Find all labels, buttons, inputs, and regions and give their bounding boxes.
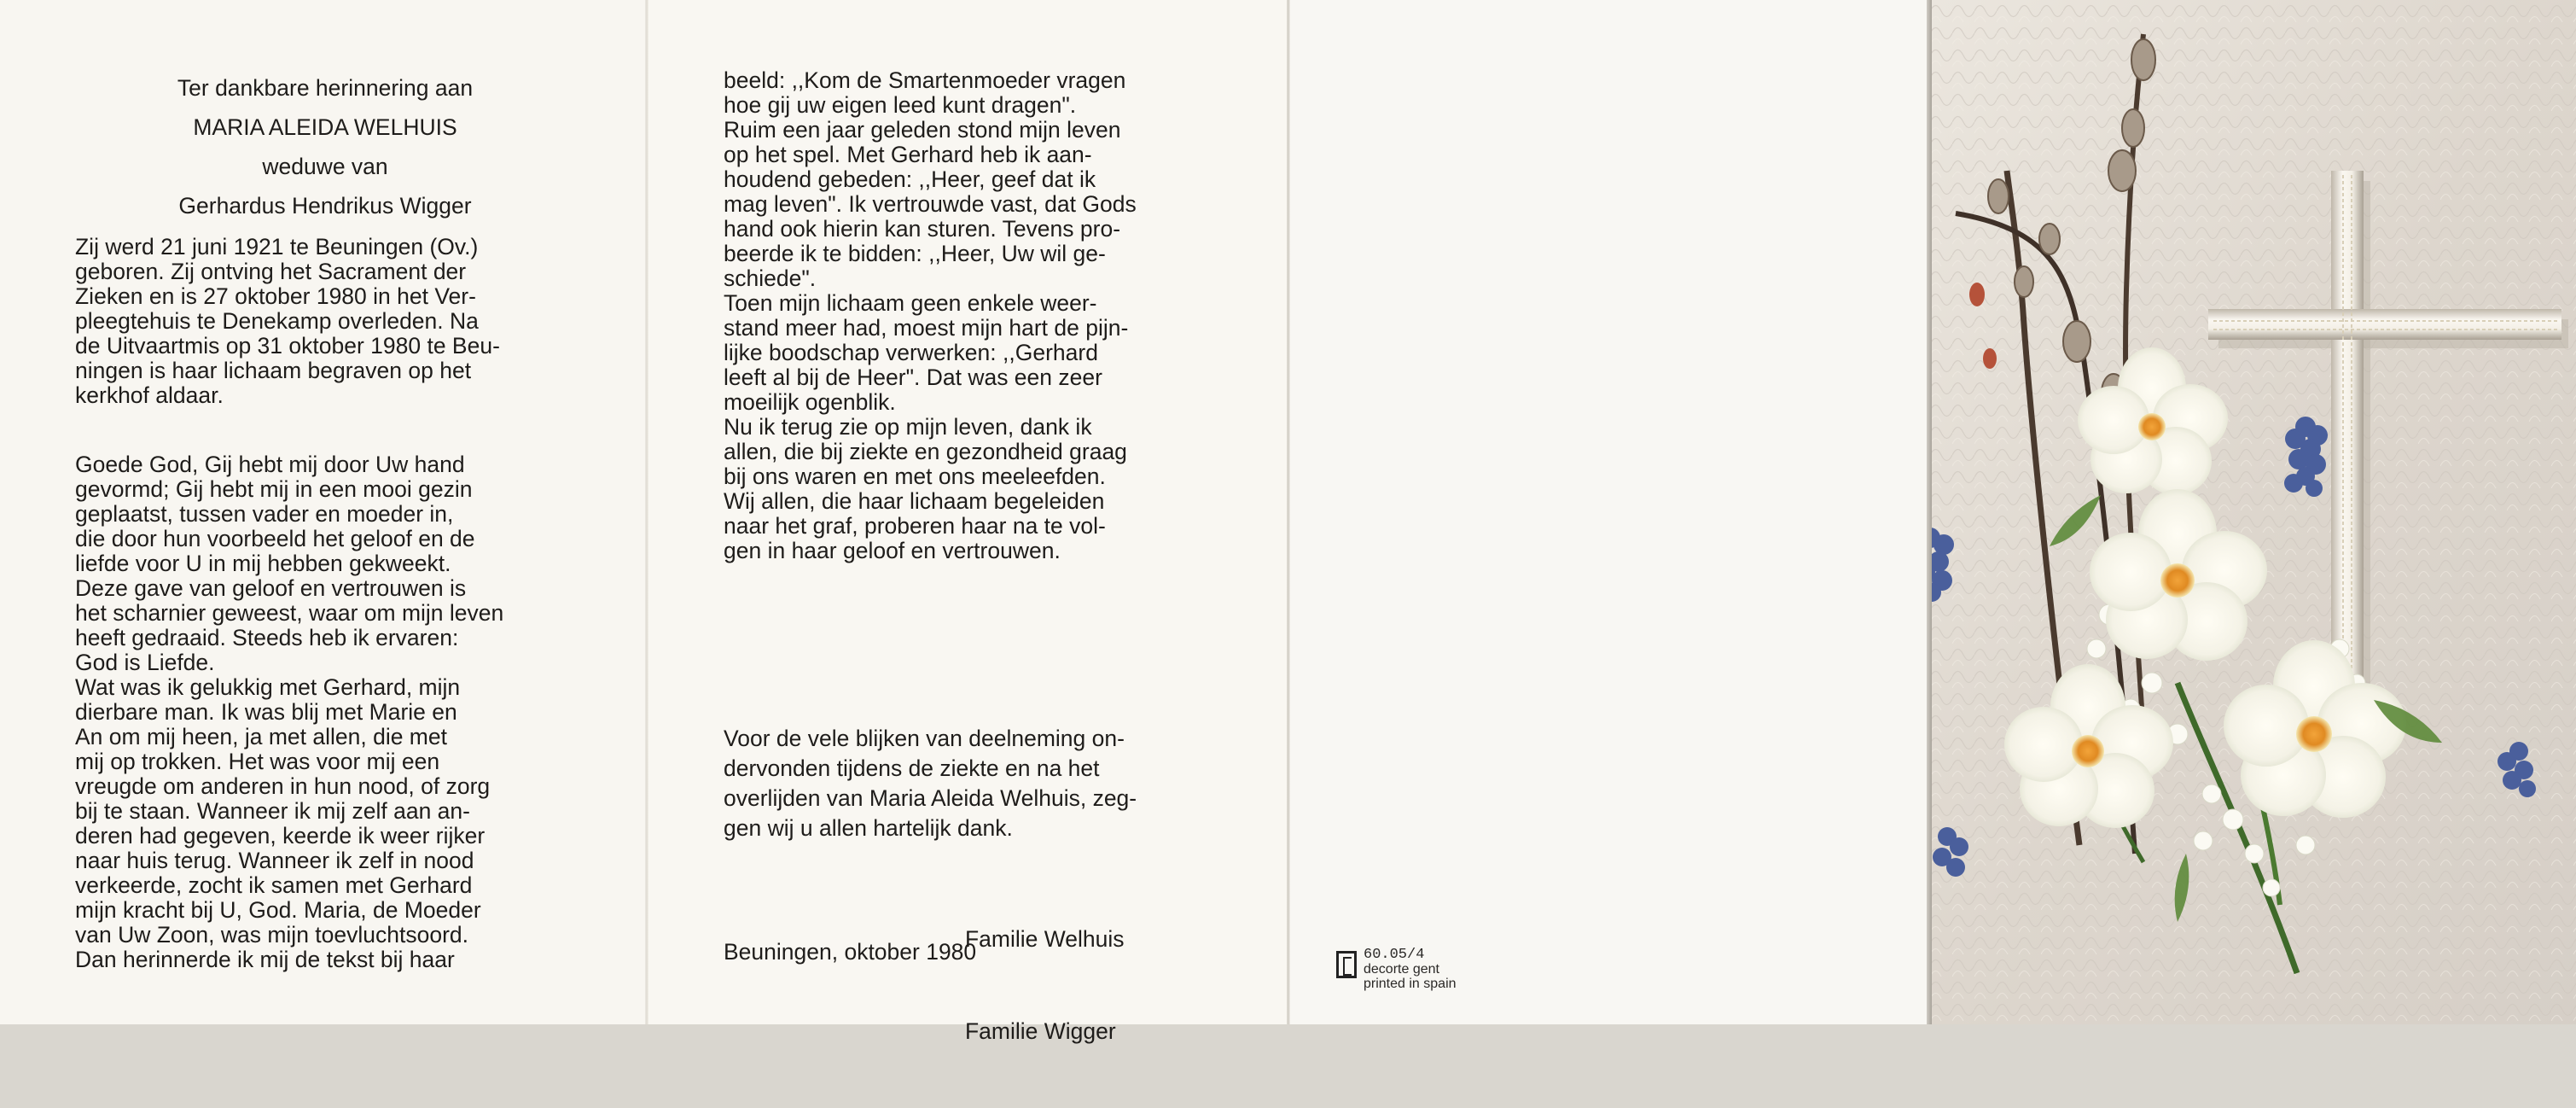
thanks-text: Voor de vele blijken van deelneming on- dervonden tijdens de ziekte en na het overlijden van Maria Aleida Welhuis, zeg- gen wij u allen hartelijk dank. xyxy=(724,726,1137,841)
memorial-heading xyxy=(75,68,575,225)
family-signatures xyxy=(965,862,1125,1108)
biography-text: Zij werd 21 juni 1921 te Beuningen (Ov.) geboren. Zij ontving het Sacrament der Zieken en is 27 oktober 1980 in het Ver- pleegtehuis te Denekamp overleden. Na de Uitvaartmis op 31 oktober 1980 te Beu- ningen is haar lichaam begraven op het kerkhof aldaar. xyxy=(75,234,500,408)
panel-back xyxy=(1288,0,1930,1024)
panel-image xyxy=(1930,0,2576,1024)
prayer-continued-text: beeld: ,,Kom de Smartenmoeder vragen hoe gij uw eigen leed kunt dragen". Ruim een jaar geleden stond mijn leven op het spel. Met Gerhard heb ik aan- houdend gebeden: ,,Heer, geef dat ik mag leven". Ik vertrouwde vast, dat Gods hand ook hierin kan sturen. Tevens pro- beerde ik te bidden: ,,Heer, Uw wil ge- schiede". Toen mijn lichaam geen enkele weer- stand meer had, moest mijn hart de pijn- lijke boodschap verwerken: ,,Gerhard leeft al bij de Heer". Dat was een zeer moeilijk ogenblik. Nu ik terug zie op mijn leven, dank ik allen, die bij ziekte en gezondheid graag bij ons waren en met ons meeleefden. Wij allen, die haar lichaam begeleiden naar het graf, proberen haar na te vol- gen in haar geloof en vertrouwen. xyxy=(724,67,1137,563)
publisher-imprint xyxy=(1336,948,1457,991)
place-date: Beuningen, oktober 1980 xyxy=(724,939,977,965)
family-welhuis: Familie Welhuis xyxy=(965,926,1125,952)
cross-with-flowers-icon xyxy=(1930,0,2576,1024)
publisher-name: decorte gent xyxy=(1364,962,1439,977)
deceased-name: MARIA ALEIDA WELHUIS xyxy=(193,114,457,140)
fold-line xyxy=(1927,0,1932,1024)
family-wigger: Familie Wigger xyxy=(965,1018,1116,1044)
prayer-text: Goede God, Gij hebt mij door Uw hand gevormd; Gij hebt mij in een mooi gezin geplaatst, tussen vader en moeder in, die door hun voorbeeld het geloof en de liefde voor U in mij hebben gekweekt. Deze gave van geloof en vertrouwen is het scharnier geweest, waar om mijn leven heeft gedraaid. Steeds heb ik ervaren: God is Liefde. Wat was ik gelukkig met Gerhard, mijn dierbare man. Ik was blij met Marie en An om mij heen, ja met allen, die met mij op trokken. Het was voor mij een vreugde om anderen in hun nood, of zorg bij te staan. Wanneer ik mij zelf aan an- deren had gegeven, keerde ik weer rijker naar huis terug. Wanneer ik zelf in nood verkeerde, zocht ik samen met Gerhard mijn kracht bij U, God. Maria, de Moeder van Uw Zoon, was mijn toevluchtsoord. Dan herinnerde ik mij de tekst bij haar xyxy=(75,452,504,972)
fold-line xyxy=(1287,0,1290,1024)
heading-widow-line: weduwe van xyxy=(262,154,388,179)
publisher-logo-icon xyxy=(1336,951,1357,978)
printed-in: printed in spain xyxy=(1364,977,1457,991)
heading-line: Ter dankbare herinnering aan xyxy=(177,75,474,101)
fold-line xyxy=(645,0,648,1024)
card-code: 60.05/4 xyxy=(1364,947,1425,963)
spouse-name: Gerhardus Hendrikus Wigger xyxy=(178,193,472,219)
